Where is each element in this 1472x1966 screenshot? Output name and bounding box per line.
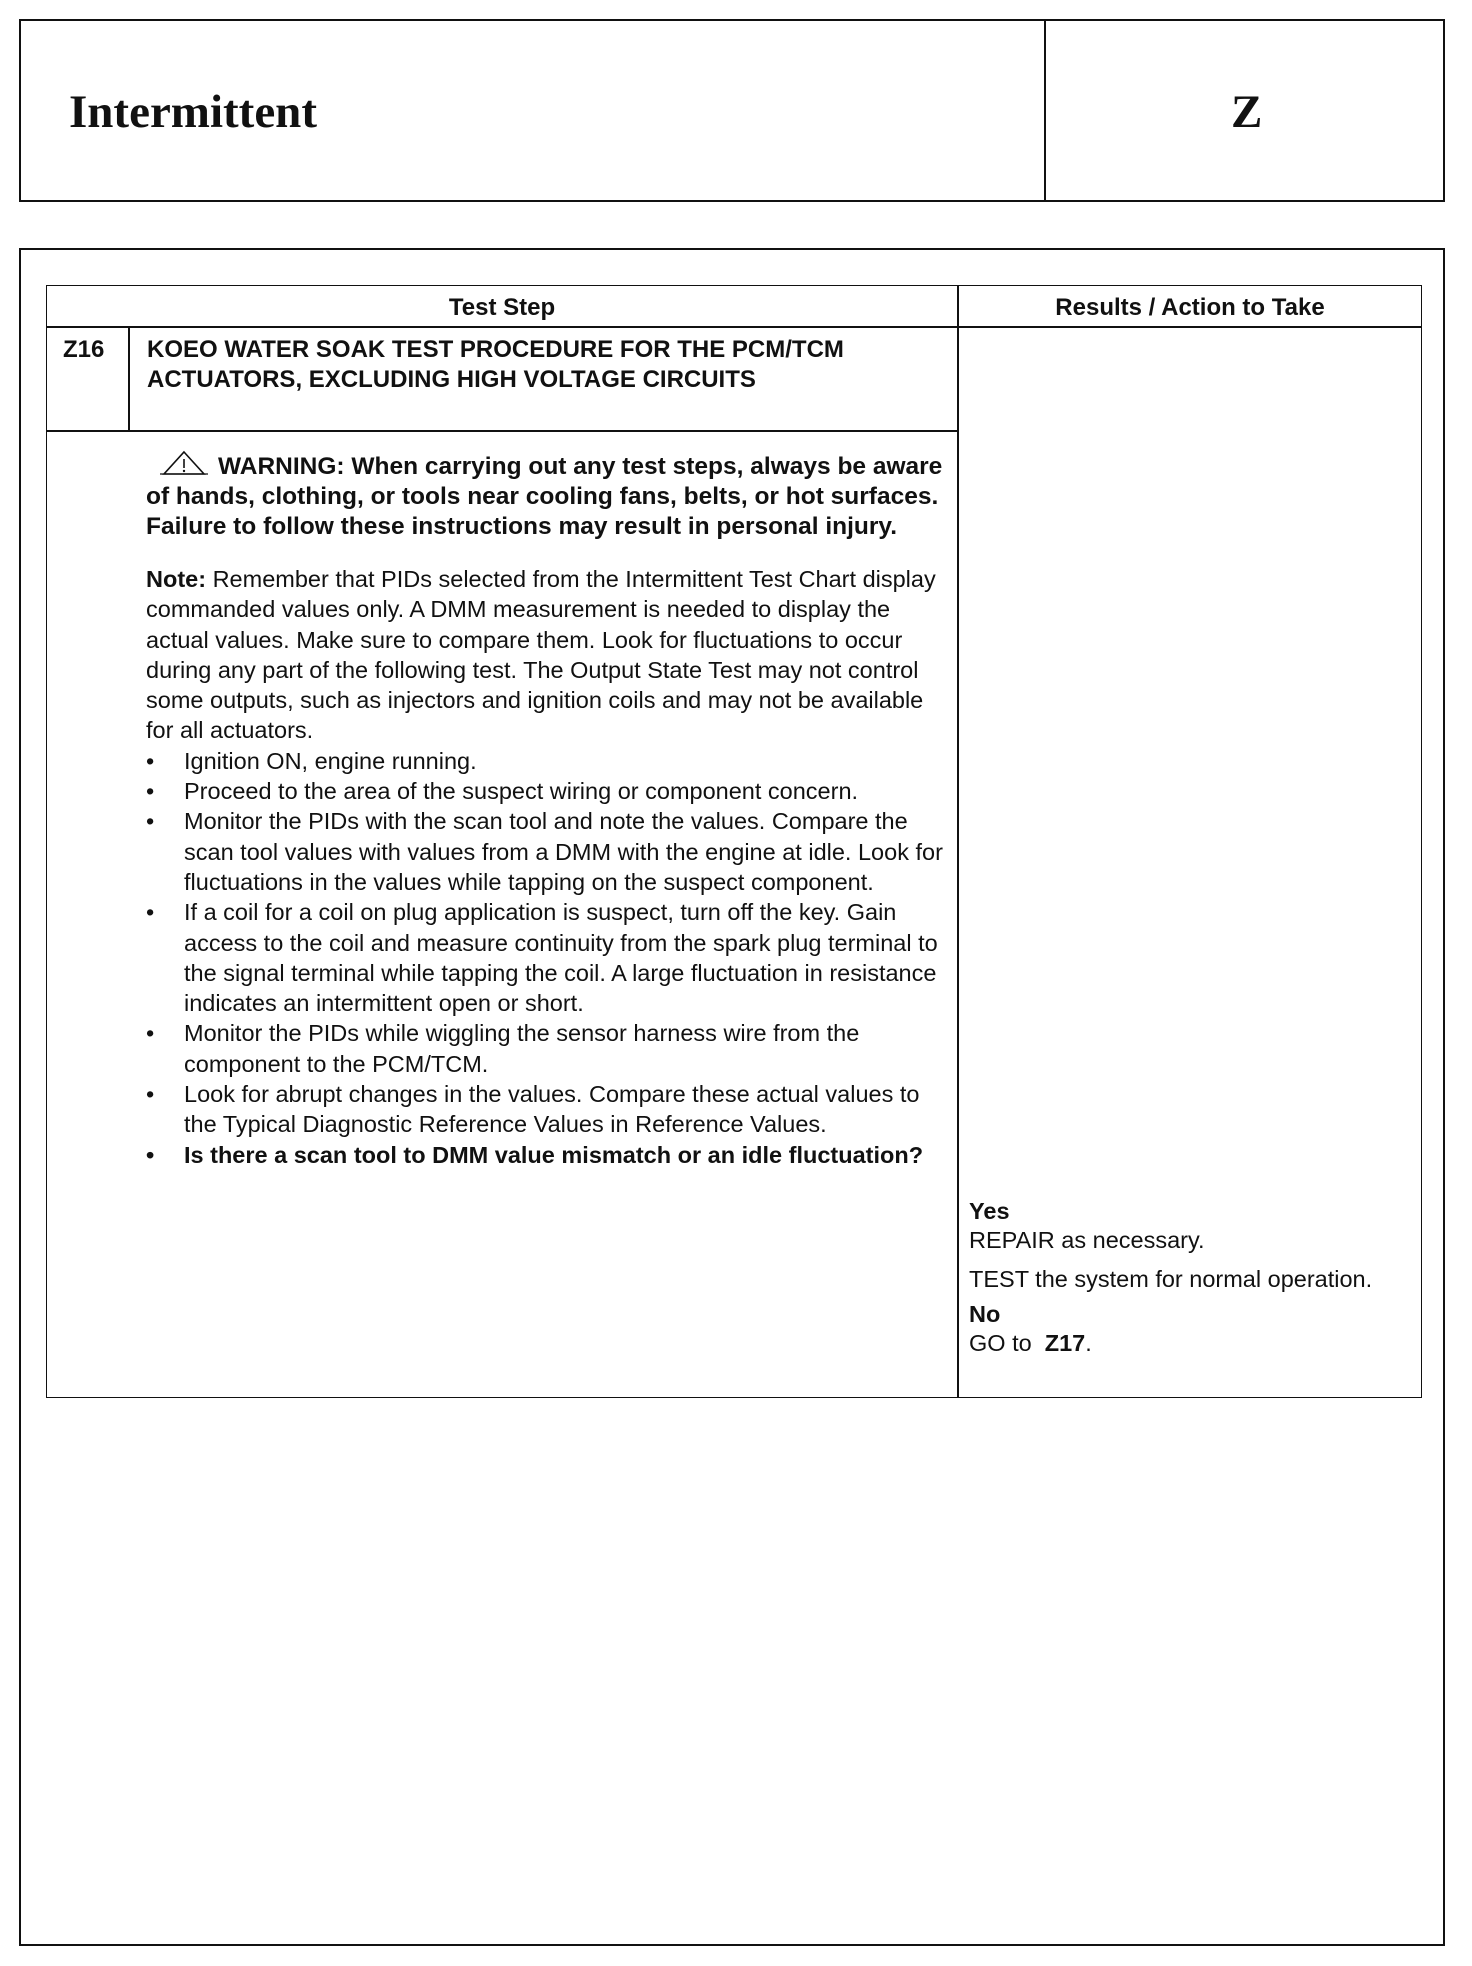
list-item: • Look for abrupt changes in the values. Compare these actual values to the Typical Diagnostic Reference Values in Reference Values. [146,1081,920,1138]
section-letter: Z [1231,86,1263,138]
note-label: Note: [146,566,207,592]
warning-triangle-icon [160,450,208,476]
test-step-body [146,450,946,1170]
column-header-test-step: Test Step [448,294,556,321]
header-divider [1044,21,1046,200]
column-divider [957,286,959,1397]
bullet-dot: • [146,1141,155,1168]
goto-step-link[interactable]: Z17 [1044,1330,1086,1356]
bullet-dot: • [146,808,155,835]
list-item: • Ignition ON, engine running. [146,746,946,776]
title-row-divider [47,430,957,432]
page-title: Intermittent [69,86,317,138]
step-id-divider [128,326,130,430]
note-block [146,564,946,746]
question-item: • Is there a scan tool to DMM value mismatch or an idle fluctuation? [146,1140,946,1170]
list-item: • Monitor the PIDs while wiggling the sensor harness wire from the component to the PCM/TCM. [146,1020,860,1077]
warning-block [146,450,946,542]
list-item: • Monitor the PIDs with the scan tool and note the values. Compare the scan tool values with values from a DMM with the engine at idle. Look for fluctuations in the values while tapping on the suspect component. [146,808,943,895]
bullet-dot: • [146,899,155,926]
step-id: Z16 [63,336,105,363]
procedure-list [146,746,946,1170]
results-action-cell [969,1197,1409,1358]
bullet-dot: • [146,778,155,805]
yes-label: Yes [969,1198,1010,1224]
note-text: Remember that PIDs selected from the Intermittent Test Chart display commanded values only. A DMM measurement is needed to display the actual values. Make sure to compare them. Look for fluctuations to occur during any part of the following test. The Output State Test may not control some outputs, such as injectors and ignition coils and may not be available for all actuators. [146,566,936,744]
page-header [19,19,1445,202]
no-label: No [969,1301,1001,1327]
list-item: • Proceed to the area of the suspect wiring or component concern. [146,776,946,806]
column-header-results: Results / Action to Take [1055,294,1325,321]
bullet-dot: • [146,1020,155,1047]
step-title: KOEO WATER SOAK TEST PROCEDURE FOR THE PCM/TCM ACTUATORS, EXCLUDING HIGH VOLTAGE CIRCUITS [147,336,844,393]
header-row-divider [47,326,1421,328]
no-action: GO to Z17. [969,1330,1092,1356]
bullet-dot: • [146,1081,155,1108]
yes-action-test: TEST the system for normal operation. [969,1266,1373,1292]
bullet-dot: • [146,747,155,774]
list-item: • If a coil for a coil on plug application is suspect, turn off the key. Gain access to the coil and measure continuity from the spark plug terminal to the signal terminal while tapping the coil. A large fluctuation in resistance indicates an intermittent open or short. [146,899,938,1017]
yes-action-repair: REPAIR as necessary. [969,1227,1205,1253]
warning-text: WARNING: When carrying out any test steps, always be aware of hands, clothing, or tools near cooling fans, belts, or hot surfaces. Failure to follow these instructions may result in personal injury. [146,453,943,540]
